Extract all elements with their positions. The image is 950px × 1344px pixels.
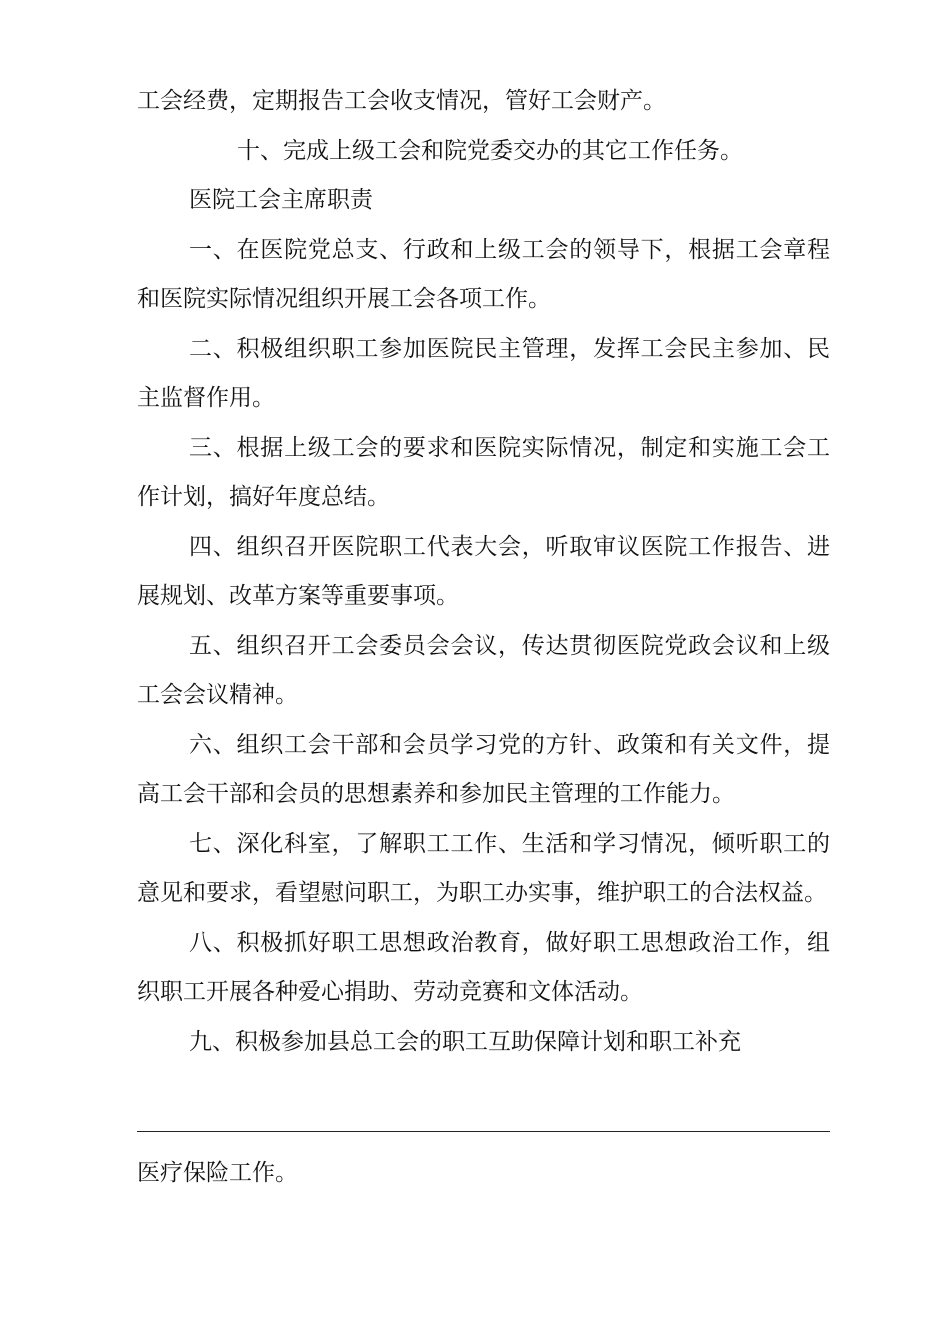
paragraph-item-four: 四、组织召开医院职工代表大会，听取审议医院工作报告、进展规划、改革方案等重要事项。: [137, 533, 830, 609]
paragraph-item-one: 一、在医院党总支、行政和上级工会的领导下，根据工会章程和医院实际情况组织开展工会各项工作。: [137, 236, 830, 312]
paragraph-item-six: 六、组织工会干部和会员学习党的方针、政策和有关文件，提高工会干部和会员的思想素养和参加民主管理的工作能力。: [137, 731, 830, 807]
document-body: [137, 77, 830, 1067]
paragraph-continuation: 医疗保险工作。: [137, 1160, 298, 1186]
paragraph-union-funds: 工会经费，定期报告工会收支情况，管好工会财产。: [137, 88, 666, 114]
paragraph-item-eight: 八、积极抓好职工思想政治教育，做好职工思想政治工作，组织职工开展各种爱心捐助、劳动竞赛和文体活动。: [137, 929, 830, 1005]
paragraph-item-seven: 七、深化科室，了解职工工作、生活和学习情况，倾听职工的意见和要求，看望慰问职工，为职工办实事，维护职工的合法权益。: [137, 830, 830, 906]
paragraph-item-two: 二、积极组织职工参加医院民主管理，发挥工会民主参加、民主监督作用。: [137, 335, 830, 411]
paragraph-item-three: 三、根据上级工会的要求和医院实际情况，制定和实施工会工作计划，搞好年度总结。: [137, 434, 830, 510]
continuation-block: [137, 1149, 830, 1199]
paragraph-item-five: 五、组织召开工会委员会会议，传达贯彻医院党政会议和上级工会会议精神。: [137, 632, 830, 708]
paragraph-item-nine: 九、积极参加县总工会的职工互助保障计划和职工补充: [189, 1028, 741, 1055]
page-divider: [137, 1131, 830, 1132]
section-heading: 医院工会主席职责: [189, 187, 373, 213]
paragraph-item-ten: 十、完成上级工会和院党委交办的其它工作任务。: [237, 137, 743, 164]
